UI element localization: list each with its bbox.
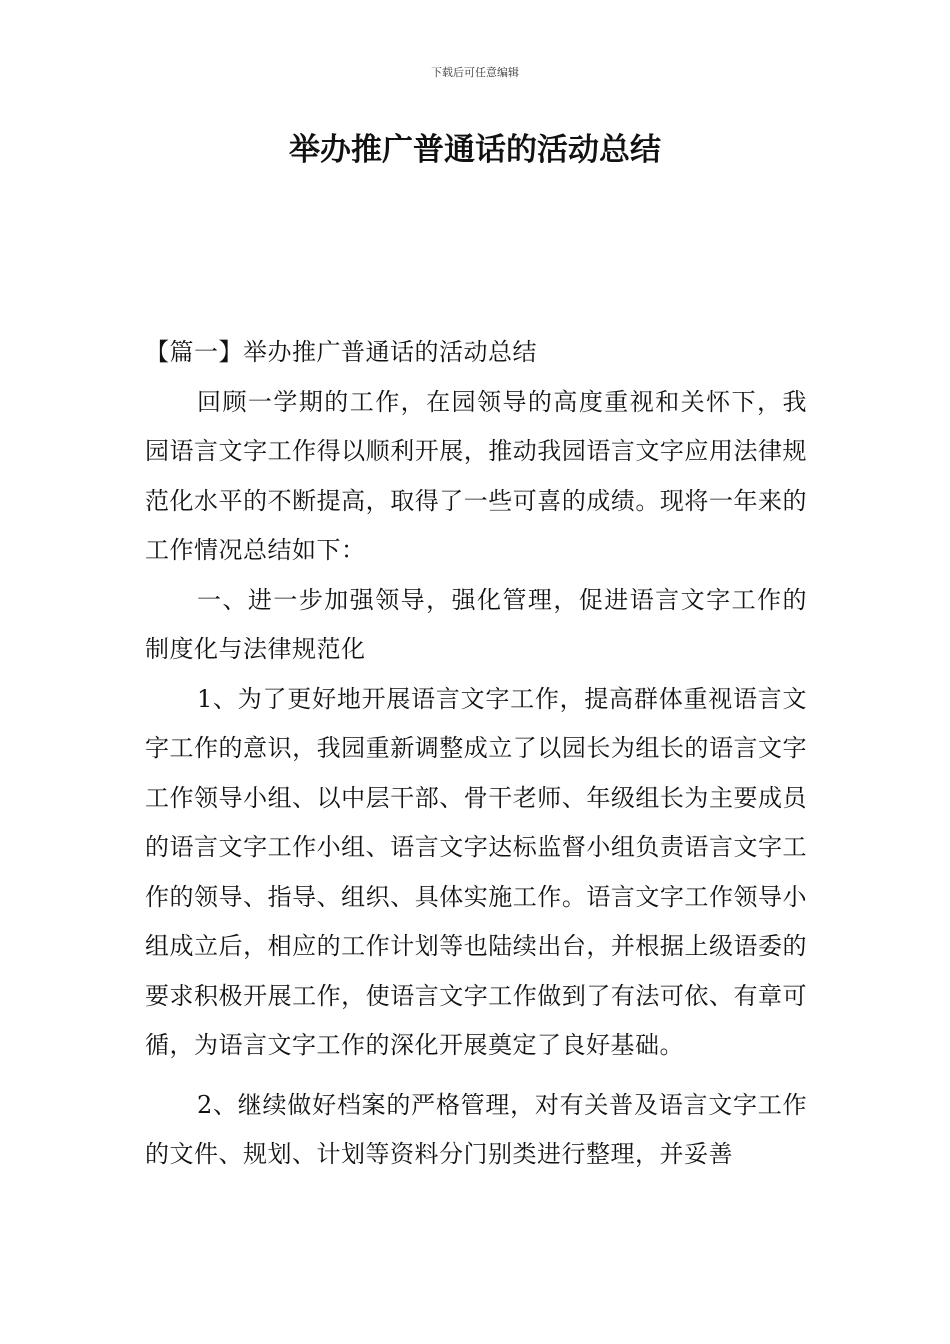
header-note: 下载后可任意编辑 <box>431 66 519 79</box>
paragraph-intro: 回顾一学期的工作，在园领导的高度重视和关怀下，我园语言文字工作得以顺利开展，推动我园语言文字应用法律规范化水平的不断提高，取得了一些可喜的成绩。现将一年来的工作情况总结如下： <box>145 387 807 564</box>
document-title: 举办推广普通话的活动总结 <box>289 132 661 168</box>
document-body <box>145 328 807 1180</box>
paragraph-item-2: 2、继续做好档案的严格管理，对有关普及语言文字工作的文件、规划、计划等资料分门别类进行整理，并妥善 <box>145 1090 807 1168</box>
paragraph-point-one: 一、进一步加强领导，强化管理，促进语言文字工作的制度化与法律规范化 <box>145 585 807 663</box>
section-heading: 【篇一】举办推广普通话的活动总结 <box>145 338 537 366</box>
paragraph-item-1: 1、为了更好地开展语言文字工作，提高群体重视语言文字工作的意识，我园重新调整成立了以园长为组长的语言文字工作领导小组、以中层干部、骨干老师、年级组长为主要成员的语言文字工作小组、语言文字达标监督小组负责语言文字工作的领导、指导、组织、具体实施工作。语言文字工作领导小组成立后，相应的工作计划等也陆续出台，并根据上级语委的要求积极开展工作，使语言文字工作做到了有法可依、有章可循，为语言文字工作的深化开展奠定了良好基础。 <box>145 684 807 1059</box>
